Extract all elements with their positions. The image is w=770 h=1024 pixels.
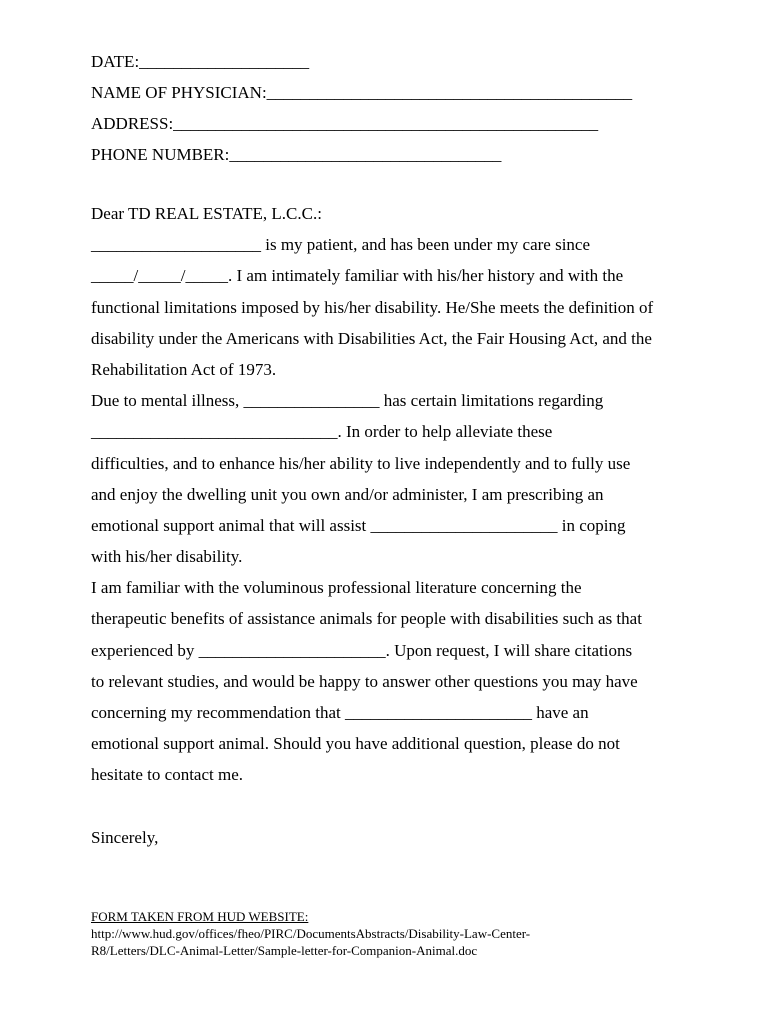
body-line: emotional support animal. Should you have additional question, please do not — [91, 734, 620, 754]
body-line: with his/her disability. — [91, 547, 243, 567]
letter-header — [91, 46, 632, 170]
body-line: difficulties, and to enhance his/her ability to live independently and to fully use — [91, 453, 631, 473]
letter-body — [91, 198, 731, 853]
body-line: concerning my recommendation that ______________________ have an — [91, 703, 589, 722]
phone-number-line: PHONE NUMBER:________________________________ — [91, 145, 502, 164]
source-url-line-1: http://www.hud.gov/offices/fheo/PIRC/DocumentsAbstracts/Disability-Law-Center- — [91, 926, 531, 941]
body-line: to relevant studies, and would be happy to answer other questions you may have — [91, 671, 638, 691]
body-line: Rehabilitation Act of 1973. — [91, 359, 277, 379]
blank-line — [91, 791, 731, 822]
body-line: hesitate to contact me. — [91, 765, 243, 785]
body-line: emotional support animal that will assist ______________________ in coping — [91, 515, 626, 535]
body-line: experienced by ______________________. Upon request, I will share citations — [91, 640, 633, 660]
body-line: ____________________ is my patient, and has been under my care since — [91, 235, 591, 255]
closing: Sincerely, — [91, 827, 159, 847]
source-label: FORM TAKEN FROM HUD WEBSITE: — [91, 909, 309, 924]
body-line: _____________________________. In order to help alleviate these — [91, 422, 553, 442]
date-line: DATE:____________________ — [91, 52, 310, 71]
body-line: functional limitations imposed by his/her disability. He/She meets the definition of — [91, 297, 654, 317]
salutation: Dear TD REAL ESTATE, L.C.C.: — [91, 204, 322, 223]
source-footer — [91, 908, 530, 959]
body-line: disability under the Americans with Disabilities Act, the Fair Housing Act, and the — [91, 328, 652, 348]
body-line: Due to mental illness, ________________ has certain limitations regarding — [91, 391, 604, 411]
physician-name-line: NAME OF PHYSICIAN:___________________________________________ — [91, 83, 633, 102]
body-line: _____/_____/_____. I am intimately familiar with his/her history and with the — [91, 266, 624, 286]
source-url-line-2: R8/Letters/DLC-Animal-Letter/Sample-letter-for-Companion-Animal.doc — [91, 943, 478, 958]
address-line: ADDRESS:__________________________________________________ — [91, 114, 599, 133]
body-line: therapeutic benefits of assistance animals for people with disabilities such as that — [91, 609, 642, 629]
body-line: and enjoy the dwelling unit you own and/or administer, I am prescribing an — [91, 484, 604, 504]
body-line: I am familiar with the voluminous professional literature concerning the — [91, 578, 582, 598]
